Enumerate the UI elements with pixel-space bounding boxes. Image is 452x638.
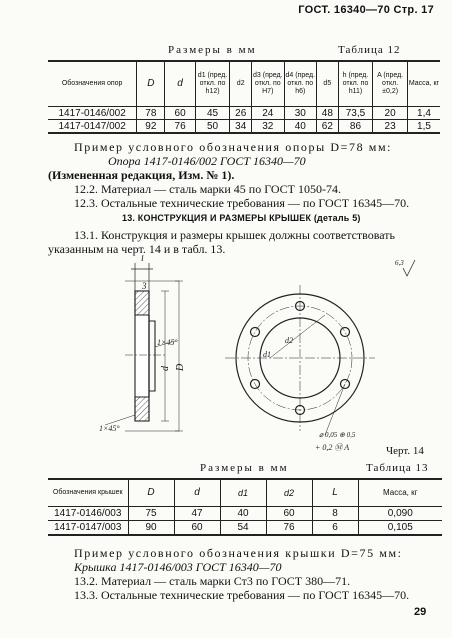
label-l: l: [141, 255, 144, 264]
table12-header: d: [165, 61, 195, 107]
cover-drawing: [95, 255, 440, 455]
table13-cell: 0,105: [358, 521, 442, 536]
table13-title: Размеры в мм: [200, 462, 289, 474]
table-row: [48, 107, 440, 120]
table12-cell: 60: [165, 107, 195, 120]
table12-cell: 26: [230, 107, 252, 120]
table12-header-row: [48, 61, 440, 107]
paragraph-13-1-line1: 13.1. Конструкция и размеры крышек должны соответствовать: [74, 228, 395, 242]
label-D: D: [175, 363, 186, 371]
tolerance-2: + 0,2 Ⓜ A: [315, 443, 350, 452]
table13-cell: 76: [266, 521, 312, 536]
table12-header: A (пред. откл. ±0,2): [373, 61, 408, 107]
table13-cell: 60: [174, 521, 220, 536]
label-3: 3: [142, 281, 147, 291]
table12-cell: 24: [252, 107, 284, 120]
table13-header: d1: [220, 479, 266, 507]
paragraph-13-1-line2: указанным на черт. 14 и в табл. 13.: [48, 242, 226, 256]
table13-header: Масса, кг: [358, 479, 442, 507]
table13-cell: 90: [128, 521, 174, 536]
table12-header: d5: [317, 61, 339, 107]
table13-header: d2: [266, 479, 312, 507]
example-text-2: Пример условного обозначения крышки D=75 мм:: [74, 546, 403, 560]
label-chamfer-1: 1×45°: [157, 338, 178, 347]
table13-cell: 6: [312, 521, 358, 536]
table13-cell: 1417-0146/003: [48, 507, 128, 521]
section-heading: 13. КОНСТРУКЦИЯ И РАЗМЕРЫ КРЫШЕК (деталь 5): [122, 213, 361, 223]
bolt-hole: [251, 328, 260, 337]
table12-cell: 73,5: [338, 107, 373, 120]
table12-header: d4 (пред. откл. по h6): [284, 61, 316, 107]
table12-cell: 78: [137, 107, 165, 120]
paragraph-13-3: 13.3. Остальные технические требования — по ГОСТ 16345—70.: [74, 588, 410, 602]
table13-cell: 8: [312, 507, 358, 521]
table-row: [48, 521, 442, 536]
table12-header: Масса, кг: [407, 61, 440, 107]
table12-cell: 45: [195, 107, 230, 120]
table13-cell: 75: [128, 507, 174, 521]
table12-title: Размеры в мм: [168, 44, 257, 56]
table13-cell: 47: [174, 507, 220, 521]
table12-cell: 40: [284, 120, 316, 134]
table12-label: Таблица 12: [338, 44, 401, 56]
table12: [48, 60, 440, 134]
table13-cell: 0,090: [358, 507, 442, 521]
table12-cell: 92: [137, 120, 165, 134]
table13-label: Таблица 13: [366, 462, 429, 474]
table13-header: Обозначения крышек: [48, 479, 128, 507]
drawing-caption: Черт. 14: [386, 445, 424, 457]
table13: [48, 478, 442, 536]
table12-cell: 30: [284, 107, 316, 120]
designation-2: Крышка 1417-0146/003 ГОСТ 16340—70: [74, 560, 282, 574]
page-header: ГОСТ. 16340—70 Стр. 17: [298, 4, 434, 16]
table12-header: Обозначения опор: [48, 61, 137, 107]
table12-cell: 23: [373, 120, 408, 134]
table12-header: D: [137, 61, 165, 107]
designation-1: Опора 1417-0146/002 ГОСТ 16340—70: [108, 154, 306, 168]
table12-cell: 1417-0146/002: [48, 107, 137, 120]
table12-header: d2: [230, 61, 252, 107]
table13-cell: 40: [220, 507, 266, 521]
table13-header: L: [312, 479, 358, 507]
table-row: [48, 120, 440, 134]
table12-cell: 32: [252, 120, 284, 134]
table12-cell: 20: [373, 107, 408, 120]
table12-cell: 1,5: [407, 120, 440, 134]
table12-cell: 76: [165, 120, 195, 134]
table12-header: d1 (пред. откл. по h12): [195, 61, 230, 107]
front-view: [225, 285, 375, 435]
table12-header: h (пред. откл. по h11): [338, 61, 373, 107]
table12-cell: 62: [317, 120, 339, 134]
tolerance-1: ⌀ 0,05 ⊕ 0,5: [319, 431, 356, 439]
table12-header: d3 (пред. откл. по Н7): [252, 61, 284, 107]
paragraph-12-3: 12.3. Остальные технические требования — по ГОСТ 16345—70.: [74, 196, 410, 210]
page-number: 29: [414, 606, 427, 618]
edition-note: (Измененная редакция, Изм. № 1).: [48, 168, 235, 182]
table13-cell: 1417-0147/003: [48, 521, 128, 536]
table-row: [48, 507, 442, 521]
table13-cell: 54: [220, 521, 266, 536]
table13-header-row: [48, 479, 442, 507]
table12-cell: 1417-0147/002: [48, 120, 137, 134]
table13-header: D: [128, 479, 174, 507]
label-d2: d2: [285, 336, 293, 345]
example-text-1: Пример условного обозначения опоры D=78 мм:: [74, 140, 393, 154]
bolt-hole: [341, 328, 350, 337]
table12-cell: 34: [230, 120, 252, 134]
paragraph-13-2: 13.2. Материал — сталь марки Ст3 по ГОСТ 380—71.: [74, 574, 351, 588]
table12-cell: 86: [338, 120, 373, 134]
table12-cell: 50: [195, 120, 230, 134]
label-finish: 6,3: [395, 259, 404, 267]
table12-cell: 48: [317, 107, 339, 120]
paragraph-12-2: 12.2. Материал — сталь марки 45 по ГОСТ 1050-74.: [74, 182, 341, 196]
table12-cell: 1,4: [407, 107, 440, 120]
label-d: d: [160, 366, 171, 371]
table13-header: d: [174, 479, 220, 507]
surface-finish-icon: [403, 260, 415, 276]
label-chamfer-2: 1×45°: [99, 424, 120, 433]
label-d1: d1: [263, 350, 271, 359]
table13-cell: 60: [266, 507, 312, 521]
